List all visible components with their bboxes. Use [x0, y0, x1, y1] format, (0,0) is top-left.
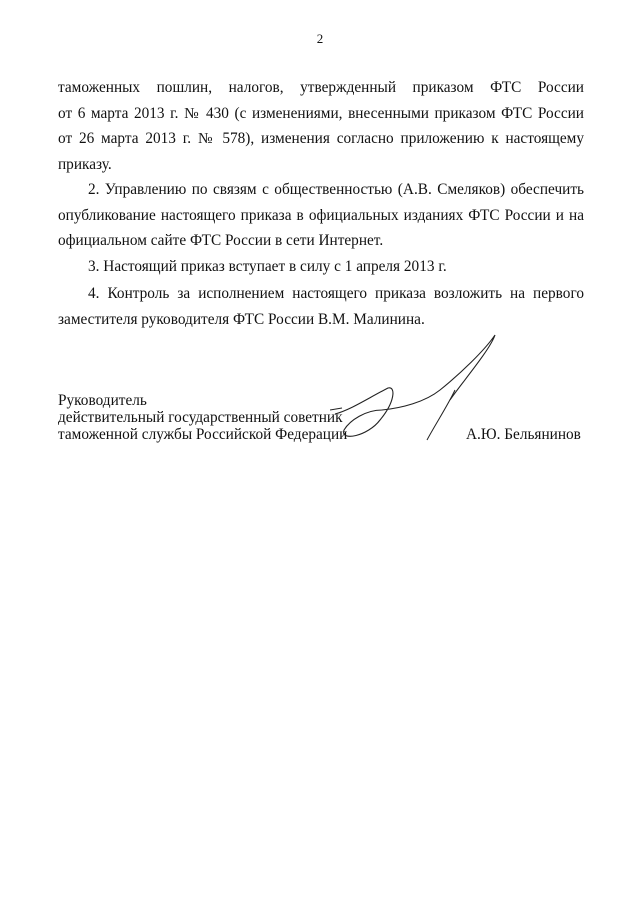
text-line: от 6 марта 2013 г. № 430 (с изменениями, внесенными приказом ФТС России	[58, 105, 584, 122]
text-line: приказу.	[58, 156, 112, 173]
text-line: 2. Управлению по связям с общественностью (А.В. Смеляков) обеспечить	[88, 181, 584, 198]
text-line: 4. Контроль за исполнением настоящего приказа возложить на первого	[88, 285, 584, 302]
text-line: от 26 марта 2013 г. № 578), изменения согласно приложению к настоящему	[58, 130, 584, 147]
text-line: официальном сайте ФТС России в сети Интернет.	[58, 232, 384, 249]
signatory-title-line: таможенной службы Российской Федерации	[58, 426, 348, 443]
text-line: опубликование настоящего приказа в официальных изданиях ФТС России и на	[58, 207, 584, 224]
signatory-title-line: действительный государственный советник	[58, 409, 343, 426]
signatory-name: А.Ю. Бельянинов	[466, 426, 581, 443]
page-number: 2	[316, 31, 324, 46]
handwritten-signature	[330, 330, 510, 450]
text-line: заместителя руководителя ФТС России В.М. Малинина.	[58, 311, 425, 328]
text-line: таможенных пошлин, налогов, утвержденный приказом ФТС России	[58, 79, 584, 96]
text-line: 3. Настоящий приказ вступает в силу с 1 апреля 2013 г.	[88, 258, 447, 275]
signatory-title-line: Руководитель	[58, 392, 147, 409]
